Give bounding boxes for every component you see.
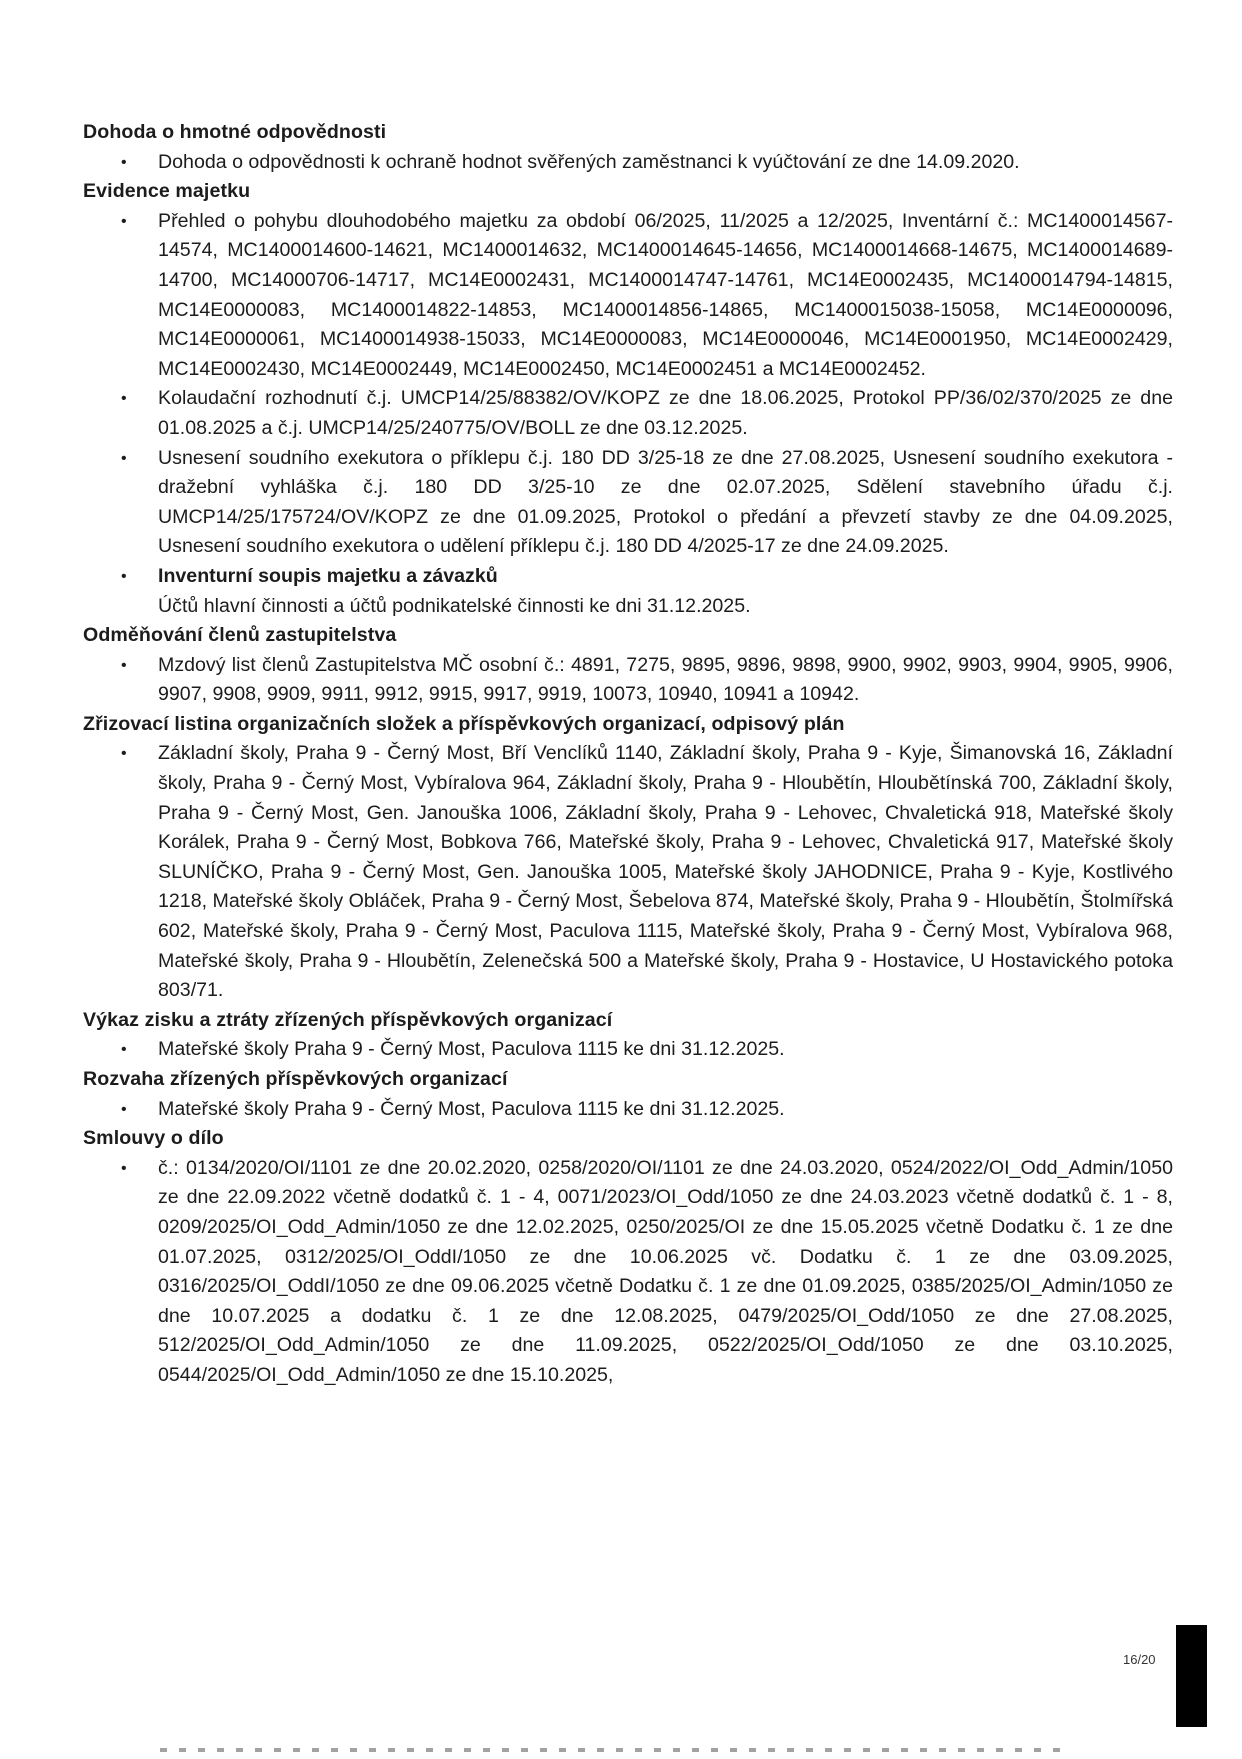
list-item: • Usnesení soudního exekutora o příklepu č.j. 180 DD 3/25-18 ze dne 27.08.2025, Usnesení soudního exekutora - dražební vyhláška č.j. 180 DD 3/25-10 ze dne 02.07.2025, Sdělení stavebního úřadu č.j. UMCP14/25/175724/OV/KOPZ ze dne 01.09.2025, Protokol o předání a převzetí stavby ze dne 04.09.2025, Usnesení soudního exekutora o udělení příklepu č.j. 180 DD 4/2025-17 ze dne 24.09.2025. xyxy=(83,444,1173,562)
section-heading: Odměňování členů zastupitelstva xyxy=(83,624,397,647)
list-item: • Přehled o pohybu dlouhodobého majetku za období 06/2025, 11/2025 a 12/2025, Inventární č.: MC1400014567-14574, MC1400014600-14621, MC1400014632, MC1400014645-14656, MC1400014668-14675, MC1400014689-14700, MC14000706-14717, MC14E0002431, MC1400014747-14761, MC14E0002435, MC1400014794-14815, MC14E0000083, MC1400014822-14853, MC1400014856-14865, MC1400015038-15058, MC14E0000096, MC14E0000061, MC1400014938-15033, MC14E0000083, MC14E0000046, MC14E0001950, MC14E0002429, MC14E0002430, MC14E0002449, MC14E0002450, MC14E0002451 a MC14E0002452. xyxy=(83,207,1173,385)
bullet-list xyxy=(83,148,1173,178)
list-item: • Mzdový list členů Zastupitelstva MČ osobní č.: 4891, 7275, 9895, 9896, 9898, 9900, 9902, 9903, 9904, 9905, 9906, 9907, 9908, 9909, 9911, 9912, 9915, 9917, 9919, 10073, 10940, 10941 a 10942. xyxy=(83,651,1173,710)
list-item-inventory xyxy=(83,562,1173,621)
list-item: • Základní školy, Praha 9 - Černý Most, Bří Venclíků 1140, Základní školy, Praha 9 - Kyje, Šimanovská 16, Základní školy, Praha 9 - Černý Most, Vybíralova 964, Základní školy, Praha 9 - Hloubětín, Hloubětínská 700, Základní školy, Praha 9 - Černý Most, Gen. Janouška 1006, Základní školy, Praha 9 - Lehovec, Chvaletická 918, Mateřské školy Korálek, Praha 9 - Černý Most, Bobkova 766, Mateřské školy, Praha 9 - Lehovec, Chvaletická 917, Mateřské školy SLUNÍČKO, Praha 9 - Černý Most, Gen. Janouška 1005, Mateřské školy JAHODNICE, Praha 9 - Kyje, Kostlivého 1218, Mateřské školy Obláček, Praha 9 - Černý Most, Šebelova 874, Mateřské školy, Praha 9 - Hloubětín, Štolmířská 602, Mateřské školy, Praha 9 - Černý Most, Paculova 1115, Mateřské školy, Praha 9 - Černý Most, Vybíralova 968, Mateřské školy, Praha 9 - Hloubětín, Zelenečská 500 a Mateřské školy, Praha 9 - Hostavice, U Hostavického potoka 803/71. xyxy=(83,739,1173,1005)
section-heading: Smlouvy o dílo xyxy=(83,1127,224,1150)
section-heading: Rozvaha zřízených příspěvkových organizací xyxy=(83,1068,508,1090)
cut-off-text-line xyxy=(160,1748,1060,1752)
section-heading: Dohoda o hmotné odpovědnosti xyxy=(83,121,387,143)
section-heading: Evidence majetku xyxy=(83,180,251,203)
bullet-list xyxy=(83,1095,1173,1125)
bullet-list xyxy=(83,739,1173,1005)
list-item: • Dohoda o odpovědnosti k ochraně hodnot svěřených zaměstnanci k vyúčtování ze dne 14.09.2020. xyxy=(83,148,1173,178)
scan-marker-bar xyxy=(1176,1625,1207,1727)
list-item: • Mateřské školy Praha 9 - Černý Most, Paculova 1115 ke dni 31.12.2025. xyxy=(83,1095,1173,1125)
list-item-text: Účtů hlavní činnosti a účtů podnikatelské činnosti ke dni 31.12.2025. xyxy=(158,594,751,617)
bullet-list xyxy=(83,651,1173,710)
list-item-title: • Inventurní soupis majetku a závazků xyxy=(158,564,498,587)
section-heading: Zřizovací listina organizačních složek a příspěvkových organizací, odpisový plán xyxy=(83,712,845,735)
bullet-list xyxy=(83,1035,1173,1065)
bullet-list xyxy=(83,1154,1173,1391)
page-number: 16/20 xyxy=(1123,1652,1156,1667)
list-item: • č.: 0134/2020/OI/1101 ze dne 20.02.2020, 0258/2020/OI/1101 ze dne 24.03.2020, 0524/2022/OI_Odd_Admin/1050 ze dne 22.09.2022 včetně dodatků č. 1 - 4, 0071/2023/OI_Odd/1050 ze dne 24.03.2023 včetně dodatků č. 1 - 8, 0209/2025/OI_Odd_Admin/1050 ze dne 12.02.2025, 0250/2025/OI ze dne 15.05.2025 včetně Dodatku č. 1 ze dne 01.07.2025, 0312/2025/OI_OddI/1050 ze dne 10.06.2025 vč. Dodatku č. 1 ze dne 03.09.2025, 0316/2025/OI_OddI/1050 ze dne 09.06.2025 včetně Dodatku č. 1 ze dne 01.09.2025, 0385/2025/OI_Admin/1050 ze dne 10.07.2025 a dodatku č. 1 ze dne 12.08.2025, 0479/2025/OI_Odd/1050 ze dne 27.08.2025, 512/2025/OI_Odd_Admin/1050 ze dne 11.09.2025, 0522/2025/OI_Odd/1050 ze dne 03.10.2025, 0544/2025/OI_Odd_Admin/1050 ze dne 15.10.2025, xyxy=(83,1154,1173,1391)
bullet-list xyxy=(83,207,1173,621)
section-heading: Výkaz zisku a ztráty zřízených příspěvkových organizací xyxy=(83,1008,613,1031)
list-item: • Kolaudační rozhodnutí č.j. UMCP14/25/88382/OV/KOPZ ze dne 18.06.2025, Protokol PP/36/02/370/2025 ze dne 01.08.2025 a č.j. UMCP14/25/240775/OV/BOLL ze dne 03.12.2025. xyxy=(83,384,1173,443)
list-item: • Mateřské školy Praha 9 - Černý Most, Paculova 1115 ke dni 31.12.2025. xyxy=(83,1035,1173,1065)
document-content xyxy=(83,118,1173,1391)
